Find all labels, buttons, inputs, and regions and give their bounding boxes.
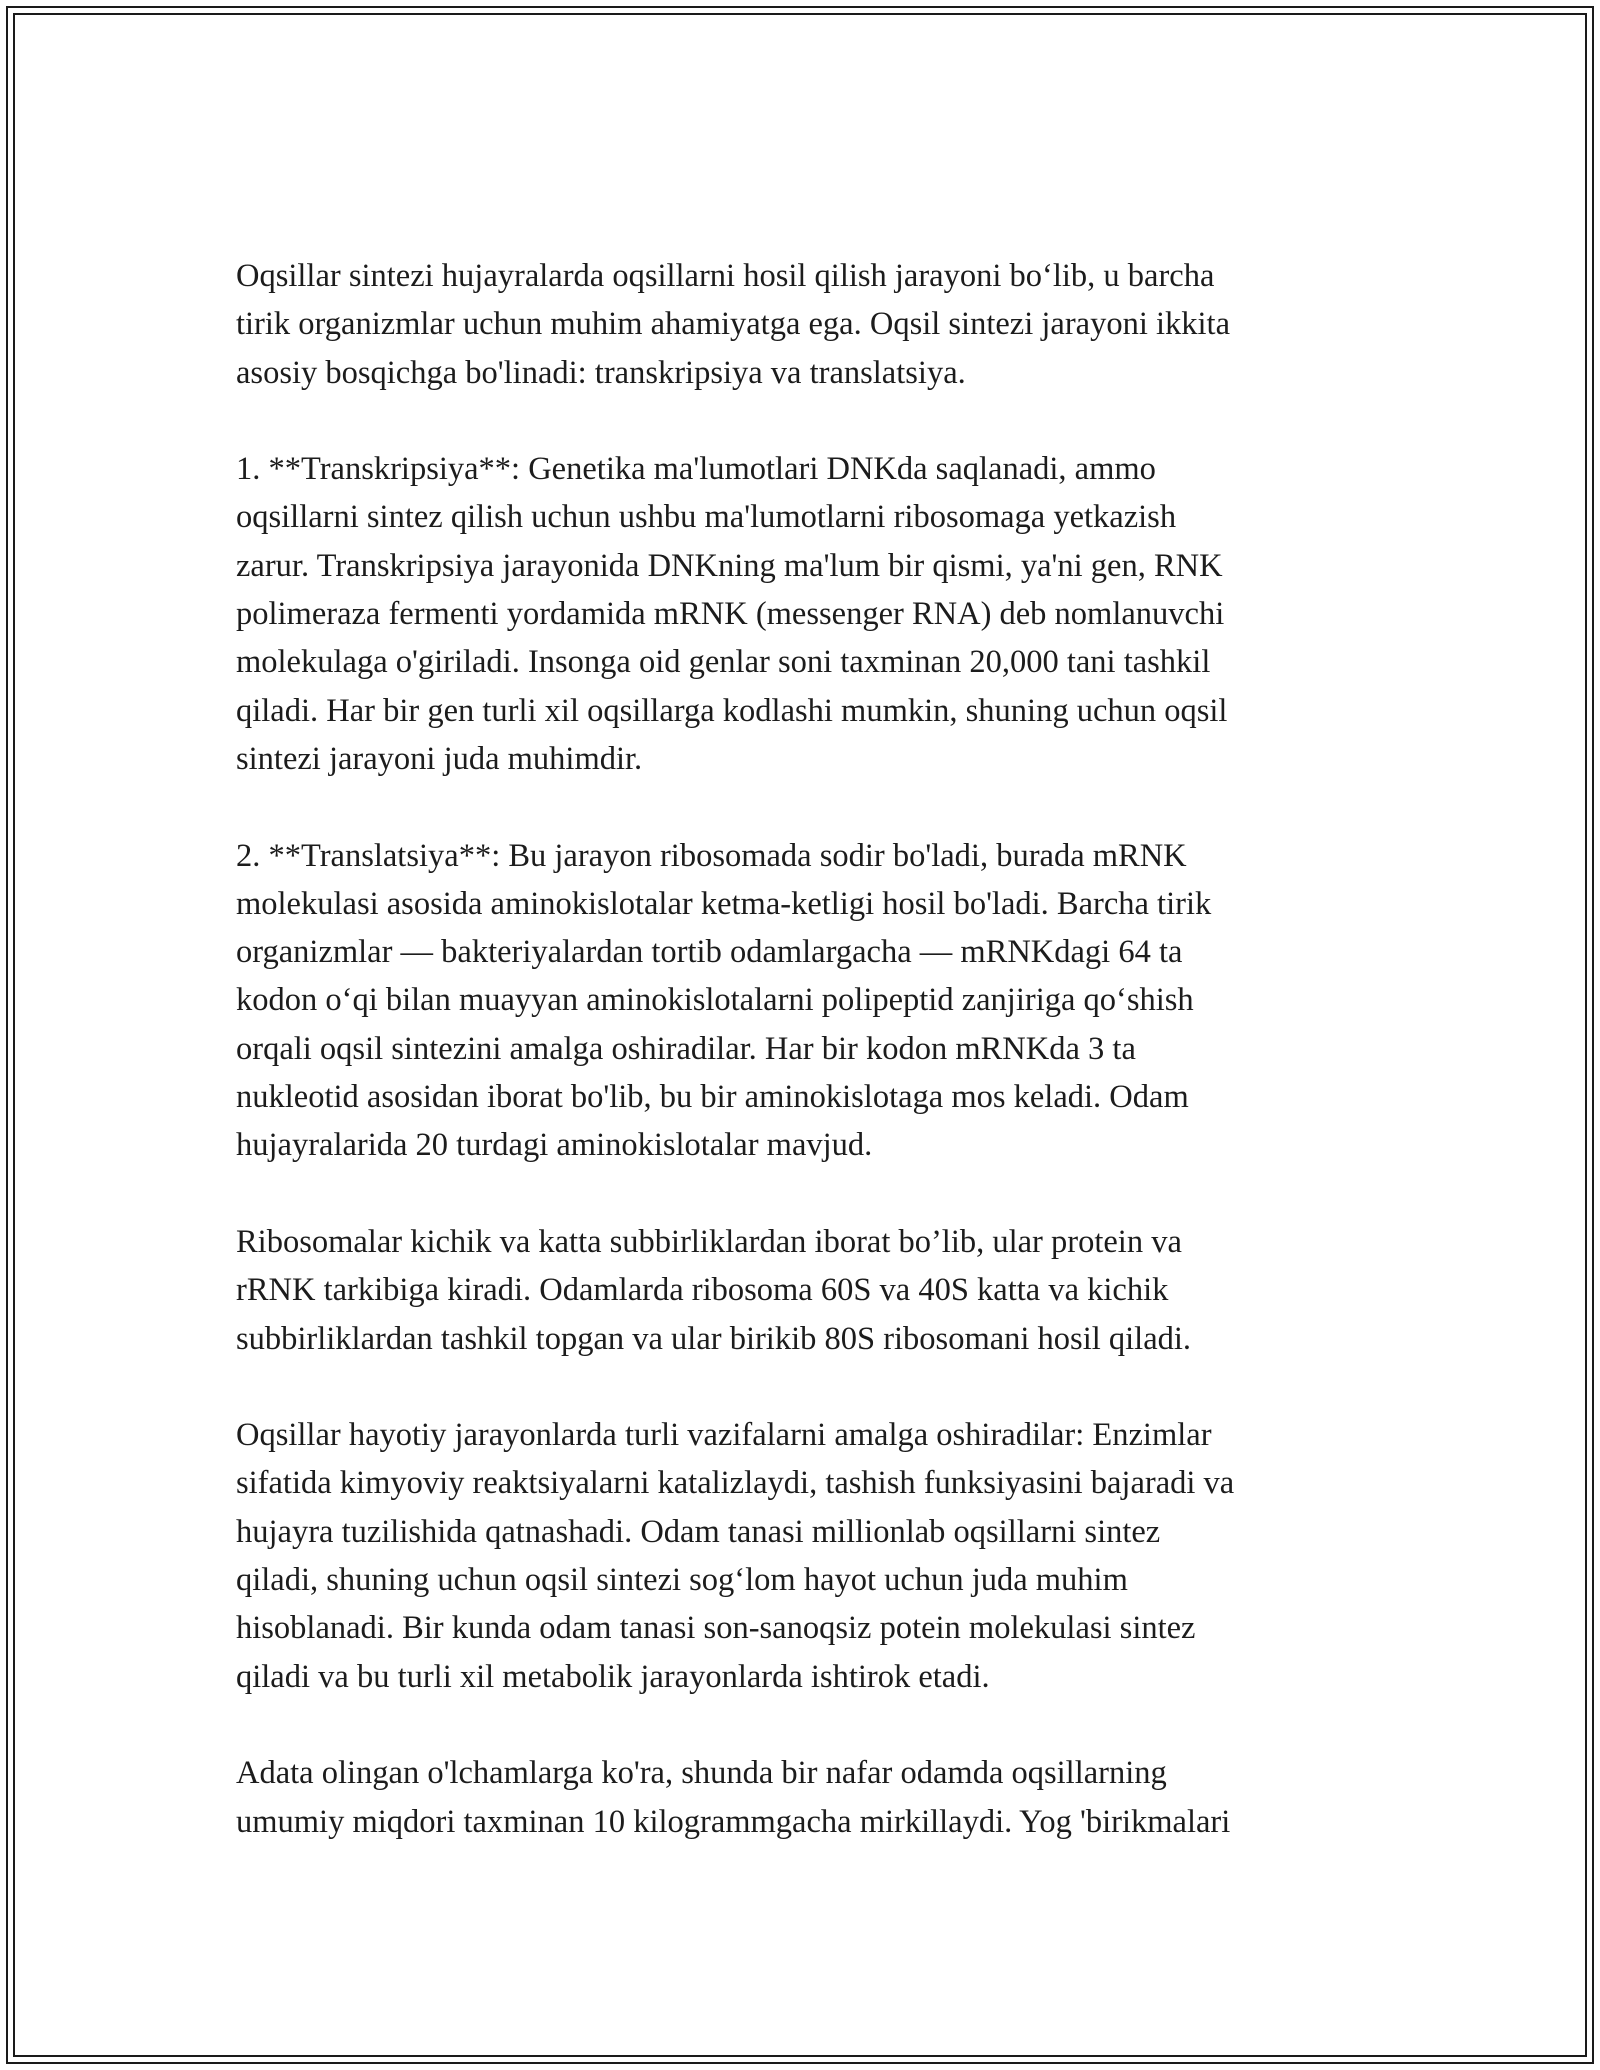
- paragraph-translation: [236, 832, 1376, 1170]
- text-line: polimeraza fermenti yordamida mRNK (messenger RNA) deb nomlanuvchi: [236, 596, 1225, 633]
- text-line: 2. **Translatsiya**: Bu jarayon ribosomada sodir bo'ladi, burada mRNK: [236, 837, 1187, 874]
- text-line: hujayralarida 20 turdagi aminokislotalar mavjud.: [236, 1127, 873, 1164]
- text-line: nukleotid asosidan iborat bo'lib, bu bir aminokislotaga mos keladi. Odam: [236, 1079, 1189, 1116]
- text-line: molekulaga o'giriladi. Insonga oid genlar soni taxminan 20,000 tani tashkil: [236, 644, 1211, 681]
- text-line: oqsillarni sintez qilish uchun ushbu ma'lumotlarni ribosomaga yetkazish: [236, 499, 1177, 536]
- text-line: sintezi jarayoni juda muhimdir.: [236, 740, 643, 777]
- text-line: zarur. Transkripsiya jarayonida DNKning ma'lum bir qismi, ya'ni gen, RNK: [236, 547, 1223, 584]
- text-line: 1. **Transkripsiya**: Genetika ma'lumotlari DNKda saqlanadi, ammo: [236, 451, 1156, 488]
- text-line: kodon oʻqi bilan muayyan aminokislotalarni polipeptid zanjiriga qoʻshish: [236, 982, 1194, 1019]
- text-line: asosiy bosqichga bo'linadi: transkripsiya va translatsiya.: [236, 354, 966, 391]
- paragraph-measurements: [236, 1749, 1376, 1846]
- paragraph-intro: [236, 252, 1376, 397]
- document-body: [236, 252, 1376, 1894]
- paragraph-functions: [236, 1411, 1376, 1701]
- text-line: tirik organizmlar uchun muhim ahamiyatga ega. Oqsil sintezi jarayoni ikkita: [236, 306, 1230, 343]
- text-line: Ribosomalar kichik va katta subbirliklardan iborat bo’lib, ular protein va: [236, 1223, 1182, 1260]
- text-line: qiladi va bu turli xil metabolik jarayonlarda ishtirok etadi.: [236, 1658, 990, 1695]
- text-line: molekulasi asosida aminokislotalar ketma-ketligi hosil bo'ladi. Barcha tirik: [236, 885, 1212, 922]
- text-line: umumiy miqdori taxminan 10 kilogrammgacha mirkillaydi. Yog 'birikmalari: [236, 1803, 1231, 1840]
- text-line: Oqsillar sintezi hujayralarda oqsillarni hosil qilish jarayoni boʻlib, u barcha: [236, 258, 1215, 294]
- text-line: Adata olingan o'lchamlarga ko'ra, shunda bir nafar odamda oqsillarning: [236, 1755, 1167, 1792]
- paragraph-ribosomes: [236, 1218, 1376, 1363]
- text-line: qiladi. Har bir gen turli xil oqsillarga kodlashi mumkin, shuning uchun oqsil: [236, 692, 1228, 729]
- text-line: orqali oqsil sintezini amalga oshiradilar. Har bir kodon mRNKda 3 ta: [236, 1030, 1136, 1067]
- text-line: subbirliklardan tashkil topgan va ular birikib 80S ribosomani hosil qiladi.: [236, 1320, 1192, 1357]
- paragraph-transcription: [236, 445, 1376, 783]
- text-line: qiladi, shuning uchun oqsil sintezi sogʻlom hayot uchun juda muhim: [236, 1562, 1128, 1599]
- text-line: rRNK tarkibiga kiradi. Odamlarda ribosoma 60S va 40S katta va kichik: [236, 1272, 1169, 1309]
- text-line: Oqsillar hayotiy jarayonlarda turli vazifalarni amalga oshiradilar: Enzimlar: [236, 1417, 1212, 1454]
- text-line: sifatida kimyoviy reaktsiyalarni katalizlaydi, tashish funksiyasini bajaradi va: [236, 1465, 1235, 1502]
- text-line: hujayra tuzilishida qatnashadi. Odam tanasi millionlab oqsillarni sintez: [236, 1513, 1161, 1550]
- text-line: organizmlar — bakteriyalardan tortib odamlargacha — mRNKdagi 64 ta: [236, 934, 1183, 971]
- text-line: hisoblanadi. Bir kunda odam tanasi son-sanoqsiz potein molekulasi sintez: [236, 1610, 1196, 1647]
